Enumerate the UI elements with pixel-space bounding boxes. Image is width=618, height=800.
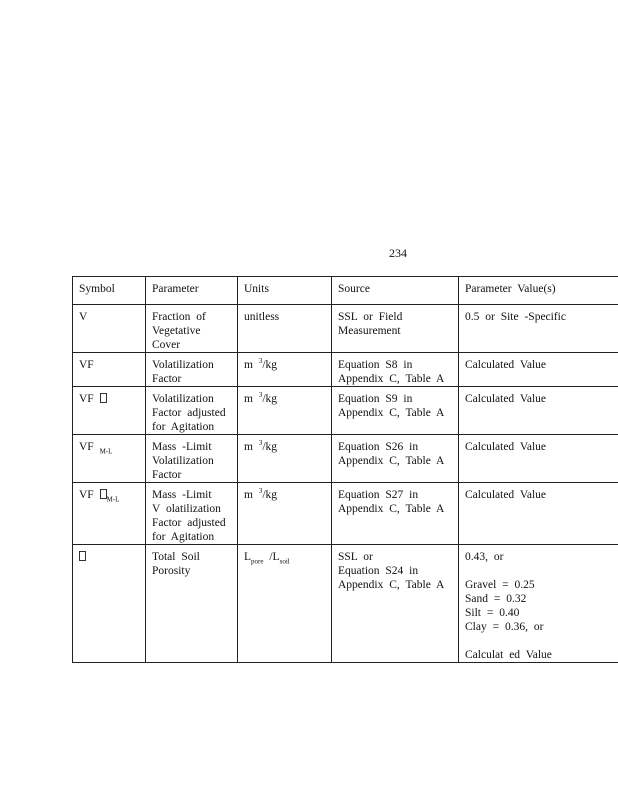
table-row xyxy=(73,353,618,387)
cell-parameter: Mass -Limit V olatilization Factor adjusted for Agitation xyxy=(146,483,238,545)
cell-units: $L_{pore}$ $/L_{soil}$ xyxy=(238,545,332,663)
cell-parameter: Volatilization Factor xyxy=(146,353,238,387)
page-number: 234 xyxy=(389,246,407,260)
cell-symbol: VF xyxy=(73,387,146,435)
cell-source: SSL or Equation S24 in Appendix C, Table A xyxy=(332,545,459,663)
table-row xyxy=(73,435,618,483)
cell-units: m $^3$/kg xyxy=(238,353,332,387)
cell-parameter: Mass -Limit Volatilization Factor xyxy=(146,435,238,483)
table-header-row xyxy=(73,277,618,305)
cell-source: Equation S9 in Appendix C, Table A xyxy=(332,387,459,435)
cell-units: m $^3$/kg xyxy=(238,435,332,483)
cell-parameter: Fraction of Vegetative Cover xyxy=(146,305,238,353)
cell-symbol: V xyxy=(73,305,146,353)
porosity-glyph-icon xyxy=(79,551,86,561)
header-symbol: Symbol xyxy=(73,277,146,305)
header-source: Source xyxy=(332,277,459,305)
cell-units: m $^3$/kg xyxy=(238,483,332,545)
cell-parameter: Total Soil Porosity xyxy=(146,545,238,663)
header-units: Units xyxy=(238,277,332,305)
table-row xyxy=(73,387,618,435)
cell-value: 0.5 or Site -Specific xyxy=(459,305,618,353)
header-value: Parameter Value(s) xyxy=(459,277,618,305)
cell-value: Calculated Value xyxy=(459,387,618,435)
prime-glyph-icon xyxy=(100,393,107,403)
table-row xyxy=(73,305,618,353)
table-row xyxy=(73,483,618,545)
cell-source: Equation S8 in Appendix C, Table A xyxy=(332,353,459,387)
cell-symbol: VF xyxy=(73,353,146,387)
cell-symbol xyxy=(73,545,146,663)
cell-parameter: Volatilization Factor adjusted for Agitation xyxy=(146,387,238,435)
cell-symbol: VF $_{M-L}$ xyxy=(73,483,146,545)
cell-symbol: VF $_{M-L}$ xyxy=(73,435,146,483)
cell-source: Equation S27 in Appendix C, Table A xyxy=(332,483,459,545)
header-parameter: Parameter xyxy=(146,277,238,305)
cell-value: Calculated Value xyxy=(459,483,618,545)
cell-value: Calculated Value xyxy=(459,353,618,387)
cell-value: Calculated Value xyxy=(459,435,618,483)
prime-glyph-icon xyxy=(100,489,107,499)
cell-source: SSL or Field Measurement xyxy=(332,305,459,353)
cell-value: 0.43, or Gravel = 0.25 Sand = 0.32 Silt = 0.40 Clay = 0.36, or Calculat ed Value xyxy=(459,545,618,663)
table-row xyxy=(73,545,618,663)
parameter-table xyxy=(72,276,618,663)
cell-source: Equation S26 in Appendix C, Table A xyxy=(332,435,459,483)
cell-units: m $^3$/kg xyxy=(238,387,332,435)
cell-units: unitless xyxy=(238,305,332,353)
